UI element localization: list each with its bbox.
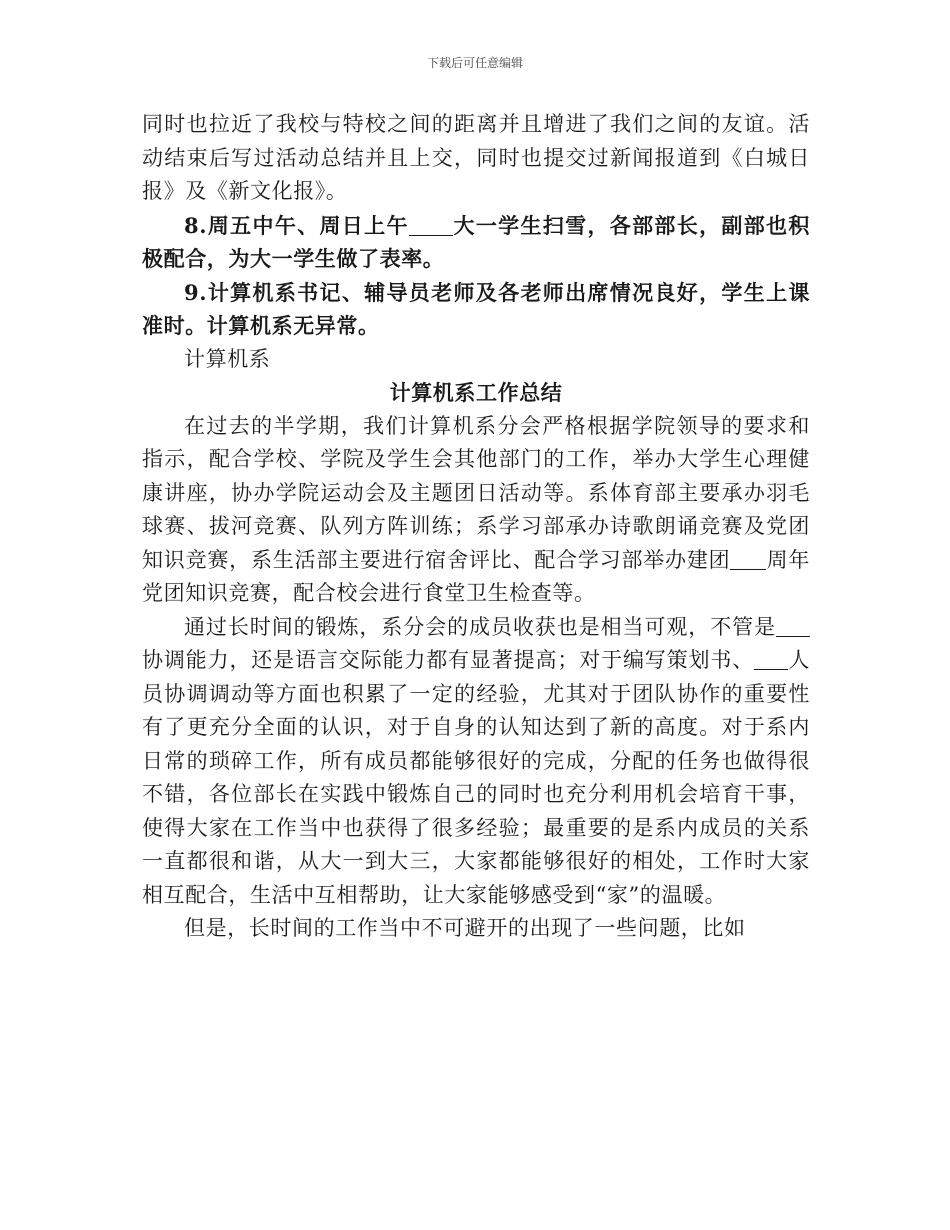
item-8-part1: 8.周五中午、周日上午 <box>184 212 409 238</box>
paragraph-1-blank <box>730 548 766 570</box>
item-9: 9.计算机系书记、辅导员老师及各老师出席情况良好，学生上课准时。计算机系无异常。 <box>142 279 810 338</box>
signature: 计算机系 <box>184 346 271 371</box>
section-title: 计算机系工作总结 <box>389 380 563 405</box>
item-8-part2: 大一学生扫雪，各部部长，副部也积极配合，为大一学生做了表率。 <box>142 212 810 271</box>
item-8 <box>142 209 810 276</box>
paragraph-1 <box>142 410 810 611</box>
paragraph-2 <box>142 611 810 913</box>
paragraph-2-part2: 协调能力，还是语言交际能力都有显著提高；对于编写策划书、 <box>142 648 755 672</box>
paragraph-1-part2: 周年党团知识竞赛，配合校会进行食堂卫生检查等。 <box>142 547 810 605</box>
paragraph-1-part1: 在过去的半学期，我们计算机系分会严格根据学院领导的要求和指示，配合学校、学院及学生会其他部门的工作，举办大学生心理健康讲座，协办学院运动会及主题团日活动等。系体育部主要承办羽毛球赛、拔河竞赛、队列方阵训练；系学习部承办诗歌朗诵竞赛及党团知识竞赛，系生活部主要进行宿舍评比、配合学习部举办建团 <box>142 413 810 572</box>
paragraph-2-blank-2 <box>754 648 788 670</box>
paragraph-2-blank-1 <box>776 615 810 637</box>
item-8-blank <box>409 214 453 236</box>
page-header: 下载后可任意编辑 <box>426 56 523 70</box>
paragraph-3: 但是，长时间的工作当中不可避开的出现了一些问题，比如 <box>184 916 746 940</box>
paragraph-2-part3: 人员协调调动等方面也积累了一定的经验，尤其对于团队协作的重要性有了更充分全面的认识，对于自身的认知达到了新的高度。对于系内日常的琐碎工作，所有成员都能够很好的完成，分配的任务也做得很不错，各位部长在实践中锻炼自己的同时也充分利用机会培育干事，使得大家在工作当中也获得了很多经验；最重要的是系内成员的关系一直都很和谐，从大一到大三，大家都能够很好的相处，工作时大家相互配合，生活中互相帮助，让大家能够感受到“家”的温暖。 <box>142 648 810 907</box>
paragraph-continued: 同时也拉近了我校与特校之间的距离并且增进了我们之间的友谊。活动结束后写过活动总结并且上交，同时也提交过新闻报道到《白城日报》及《新文化报》。 <box>142 112 810 203</box>
paragraph-2-part1: 通过长时间的锻炼，系分会的成员收获也是相当可观，不管是 <box>184 614 776 639</box>
document-body <box>142 108 810 946</box>
